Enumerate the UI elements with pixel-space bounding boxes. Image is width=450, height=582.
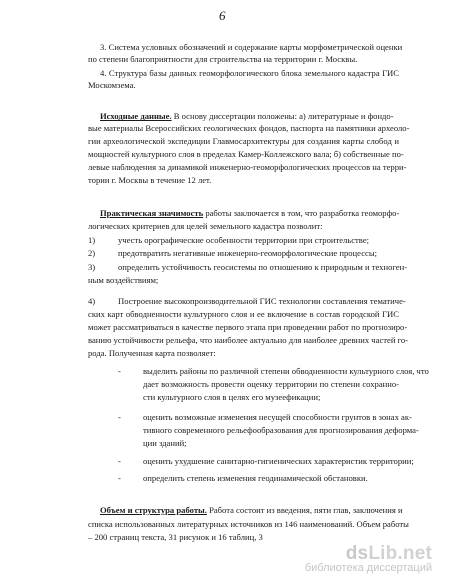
list-item-text: определить устойчивость геосистемы по отношению к природным и техноген- <box>118 262 408 272</box>
dash-bullet: - <box>118 412 121 422</box>
heading-structure: Объем и структура работы. <box>100 505 207 515</box>
text-line: по степени благоприятности для строительства на территории г. Москвы. <box>88 54 358 64</box>
list-item-text: предотвратить негативные инженерно-геоморфологические процессы; <box>118 248 377 258</box>
text-line: тории г. Москвы в течение 12 лет. <box>88 175 212 185</box>
heading-source-data: Исходные данные. <box>100 111 172 121</box>
text-line: 4. Структура базы данных геоморфологического блока земельного кадастра ГИС <box>100 68 399 78</box>
list-item-text: определить степень изменения геодинамической обстановки. <box>143 473 368 483</box>
list-item-text: Построение высокопроизводительной ГИС технологии составления тематиче- <box>118 296 406 306</box>
text-line: ванию устойчивости рельефа, что наиболее актуально для наиболее древних частей го- <box>88 335 409 345</box>
list-item-text: оценить ухудшение санитарно-гигиенических характеристик территории; <box>143 456 414 466</box>
list-item-text: тивного современного рельефообразования для прогнозирования деформа- <box>143 425 419 435</box>
text-line: Москомзема. <box>88 80 136 90</box>
heading-practical-significance: Практическая значимость <box>100 208 204 218</box>
text-line: ских карт обводненности культурного слоя и ее включение в состав городской ГИС <box>88 309 399 319</box>
page-number: 6 <box>219 8 226 23</box>
list-number: 2) <box>88 248 96 258</box>
text-line: – 200 страниц текста, 31 рисунок и 16 таблиц, 3 <box>88 532 263 542</box>
section-heading-source-data <box>100 111 394 122</box>
dash-bullet: - <box>118 456 121 466</box>
text-line: гии археологической экспедиции Главмосархитектуры для создания карты слобод и <box>88 136 399 146</box>
list-item-text: учесть орографические особенности территории при строительстве; <box>118 235 370 245</box>
list-number: 3) <box>88 262 96 272</box>
section-heading-structure <box>100 505 403 516</box>
text-fragment: Работа состоит из введения, пяти глав, заключения и <box>209 505 403 515</box>
list-item-text: ции зданий; <box>143 438 187 448</box>
text-line: левые наблюдения за динамикой инженерно-геоморфологических процессов на терри- <box>88 162 407 172</box>
text-line: 3. Система условных обозначений и содержание карты морфометрической оценки <box>100 42 403 52</box>
dash-bullet: - <box>118 366 121 376</box>
section-heading-practical <box>100 208 399 219</box>
site-watermark <box>305 543 432 574</box>
text-line: мощностей культурного слоя в пределах Камер-Коллежского вала; б) собственные по- <box>88 149 404 159</box>
list-item-text: выделить районы по различной степени обводненности культурного слоя, что <box>143 366 429 376</box>
text-line: списка использованных литературных источников из 146 наименований. Объем работы <box>88 519 409 529</box>
list-number: 1) <box>88 235 96 245</box>
text-line: рода. Полученная карта позволяет: <box>88 348 216 358</box>
text-line: может рассматриваться в качестве первого этапа при проведении работ по прогнозиро- <box>88 322 408 332</box>
dash-bullet: - <box>118 473 121 483</box>
text-line: вые материалы Всероссийских геологических фондов, паспорта на памятники археоло- <box>88 123 410 133</box>
list-item-text: дает возможность провести оценку территории по степени сохранно- <box>143 379 399 389</box>
text-fragment: работы заключается в том, что разработка геоморфо- <box>205 208 400 218</box>
list-item-text: ным воздействиям; <box>88 275 159 285</box>
list-item-text: сти культурного слоя в целях его музеефикации; <box>143 392 321 402</box>
list-number: 4) <box>88 296 96 306</box>
watermark-subtitle: библиотека диссертаций <box>304 562 432 574</box>
text-fragment: В основу диссертации положены: а) литературные и фондо- <box>173 111 394 121</box>
list-item-text: оценить возможные изменения несущей способности грунтов в зонах ак- <box>143 412 412 422</box>
watermark-logo: dsLib.net <box>345 543 432 564</box>
text-line: логических критериев для целей земельного кадастра позволит: <box>88 221 323 231</box>
